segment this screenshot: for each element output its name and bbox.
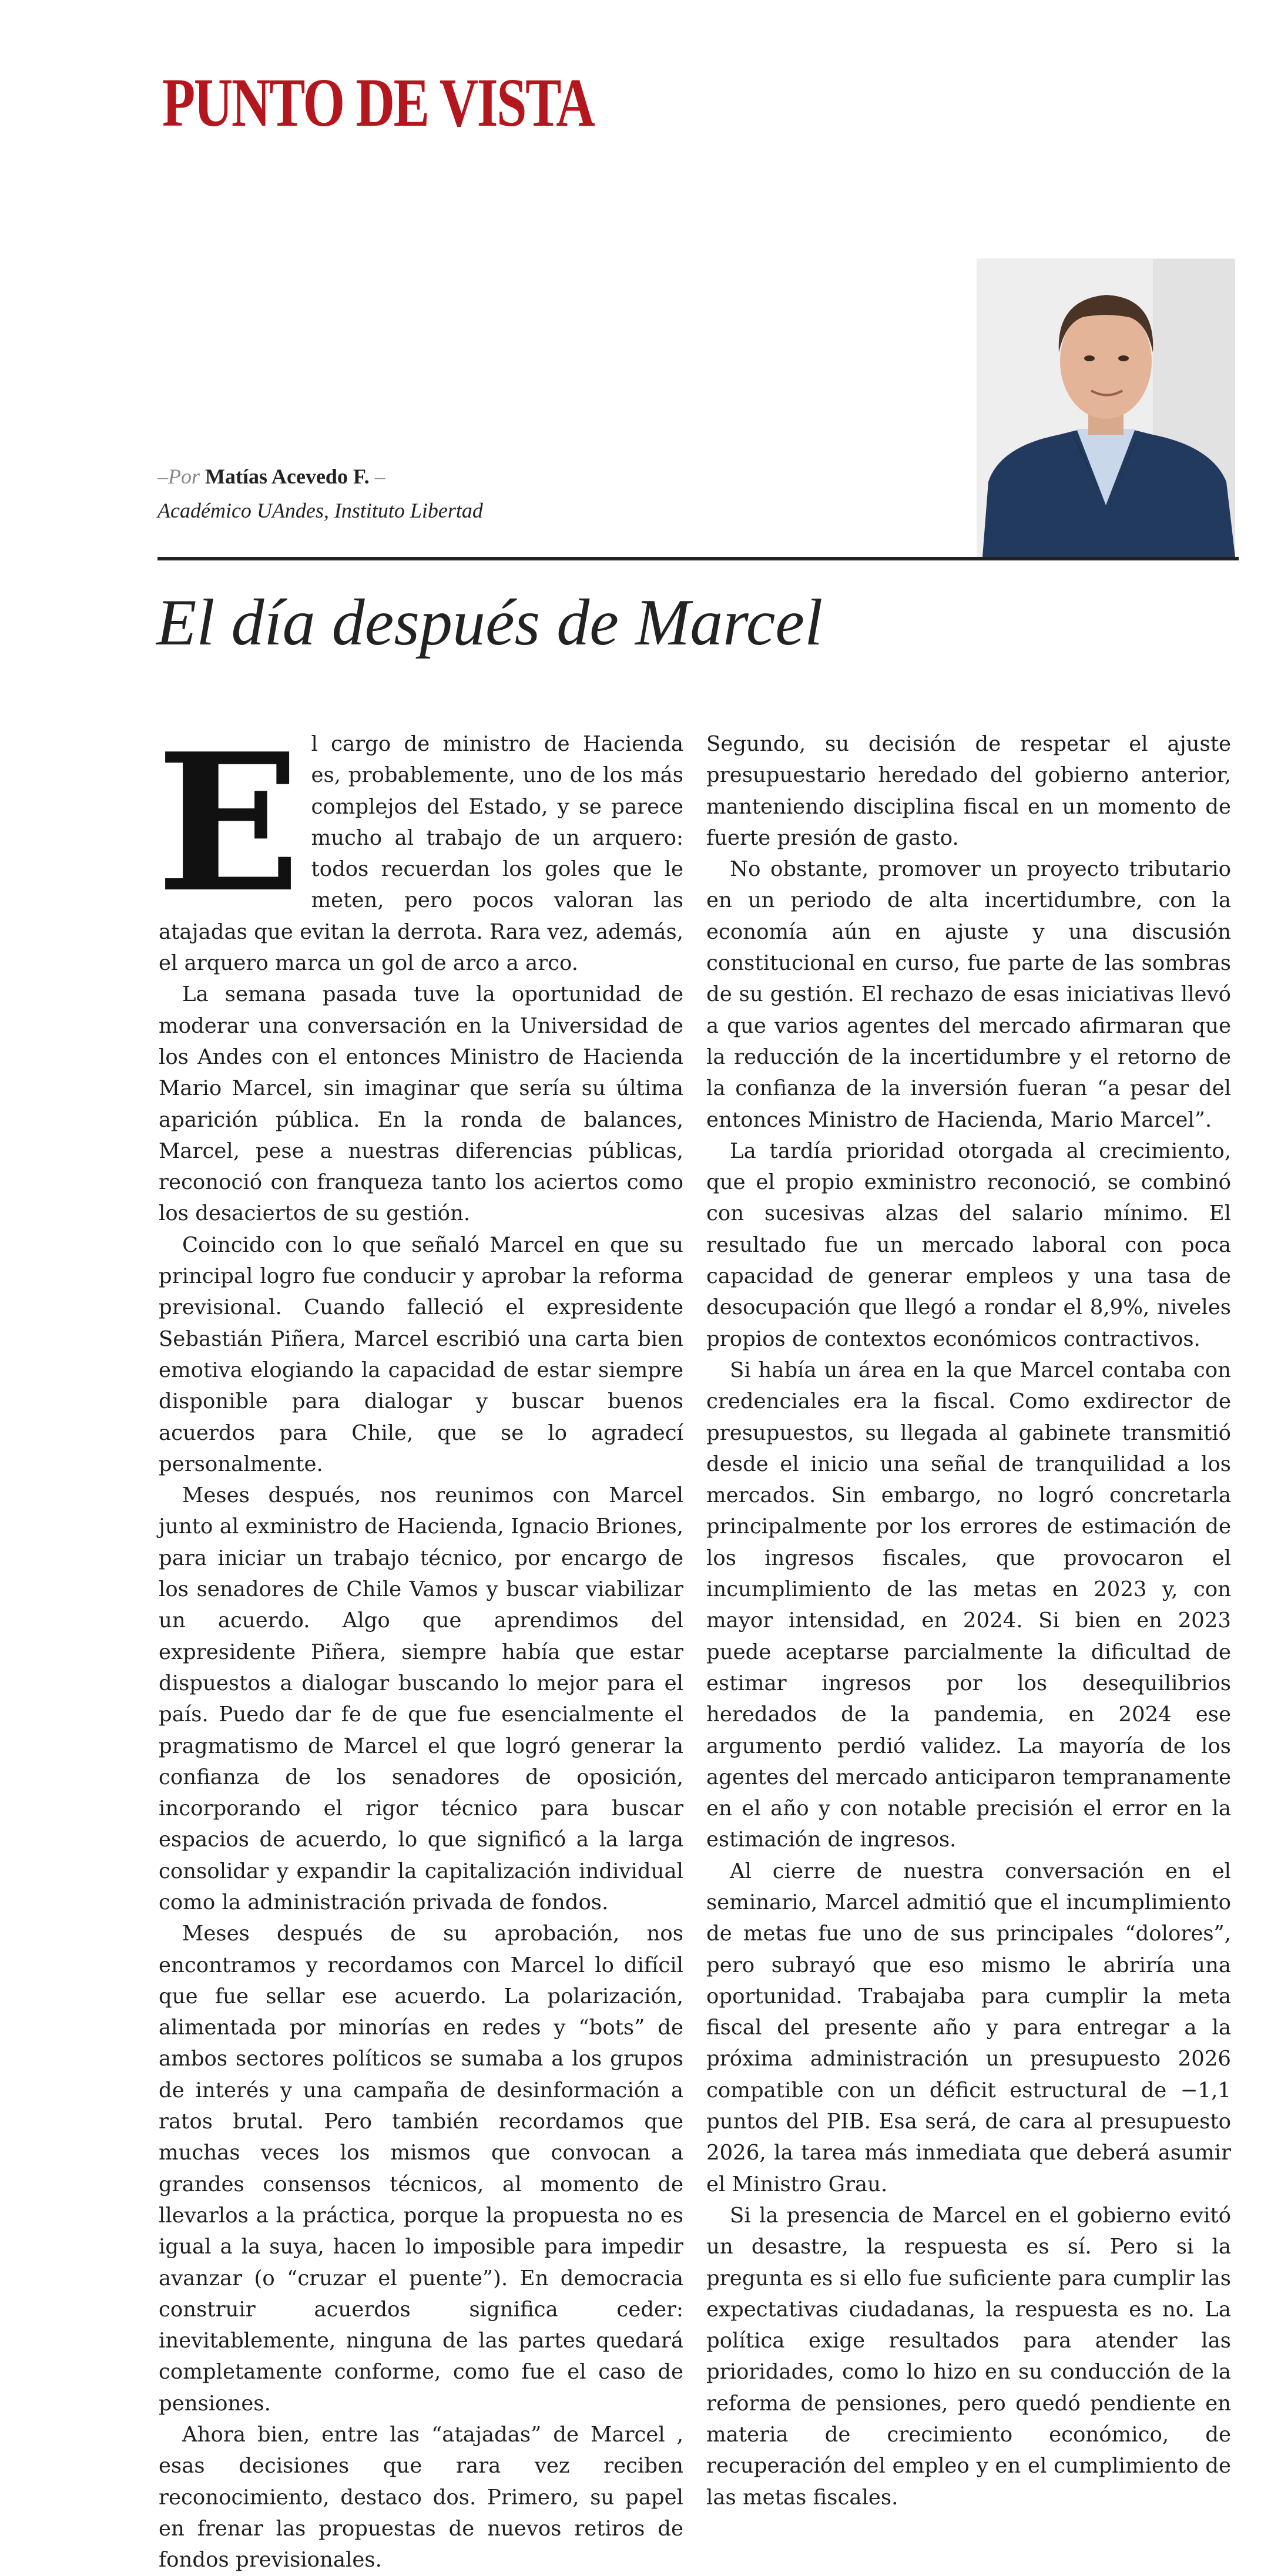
author-photo <box>977 258 1235 557</box>
byline-por: Por <box>168 465 200 488</box>
paragraph: Al cierre de nuestra conversación en el seminario, Marcel admitió que el incumplimiento de metas fue uno de sus principales “dolores”, pero subrayó que eso mismo le abriría una oportunidad. Trabajaba para cumplir la meta fiscal del presente año y para entregar a la próxima administración un presupuesto 2026 compatible con un déficit estructural de −1,1 puntos del PIB. Esa será, de cara al presupuesto 2026, la tarea más inmediata que deberá asumir el Ministro Grau. <box>706 1859 1231 2197</box>
headline: El día después de Marcel <box>156 586 823 659</box>
section-title: PUNTO DE VISTA <box>162 64 594 141</box>
paragraph: No obstante, promover un proyecto tributario en un periodo de alta incertidumbre, con la economía aún en ajuste y una discusión constitucional en curso, fue parte de las sombras de su gestión. El rechazo de esas iniciativas llevó a que varios agentes del mercado afirmaran que la reducción de la incertidumbre y el retorno de la confianza de la inversión fueran “a pesar del entonces Ministro de Hacienda, Mario Marcel”. <box>706 857 1231 1132</box>
paragraph: Si había un área en la que Marcel contaba con credenciales era la fiscal. Como exdirector de presupuestos, su llegada al gabinete transmitió desde el inicio una señal de tranquilidad a los mercados. Sin embargo, no logró concretarla principalmente por los errores de estimación de los ingresos fiscales, que provocaron el incumplimiento de las metas en 2023 y, con mayor intensidad, en 2024. Si bien en 2023 puede aceptarse parcialmente la dificultad de estimar ingresos por los desequilibrios heredados de la pandemia, en 2024 ese argumento perdió validez. La mayoría de los agentes del mercado anticiparon tempranamente en el año y con notable precisión el error en la estimación de ingresos. <box>706 1358 1231 1852</box>
author-portrait <box>977 258 1235 557</box>
drop-cap: E <box>156 712 301 934</box>
author-affiliation: Académico UAndes, Instituto Libertad <box>157 499 483 522</box>
header-rule <box>157 557 1239 560</box>
column-2 <box>706 728 1231 2513</box>
paragraph: Coincido con lo que señaló Marcel en que su principal logro fue conducir y aprobar la reforma previsional. Cuando falleció el expresidente Sebastián Piñera, Marcel escribió una carta bien emotiva elogiando la capacidad de estar siempre disponible para dialogar y buscar buenos acuerdos para Chile, que se lo agradecí personalmente. <box>159 1232 683 1476</box>
author-name: Matías Acevedo F. <box>205 465 370 488</box>
paragraph: La semana pasada tuve la oportunidad de moderar una conversación en la Universidad de los Andes con el entonces Ministro de Hacienda Mario Marcel, sin imaginar que sería su última aparición pública. En la ronda de balances, Marcel, pese a nuestras diferencias públicas, reconoció con franqueza tanto los aciertos como los desaciertos de su gestión. <box>159 982 683 1226</box>
paragraph: Segundo, su decisión de respetar el ajuste presupuestario heredado del gobierno anterior, manteniendo disciplina fiscal en un momento de fuerte presión de gasto. <box>706 732 1231 850</box>
paragraph: El cargo de ministro de Hacienda es, probablemente, uno de los más complejos del Estado, y se parece mucho al trabajo de un arquero: todos recuerdan los goles que le meten, pero pocos valoran las atajadas que evitan la derrota. Rara vez, además, el arquero marca un gol de arco a arco. <box>156 712 683 976</box>
paragraph: Ahora bien, entre las “atajadas” de Marcel , esas decisiones que rara vez reciben reconocimiento, destaco dos. Primero, su papel en frenar las propuestas de nuevos retiros de fondos previsionales. <box>159 2423 683 2572</box>
byline <box>157 459 483 528</box>
paragraph: La tardía prioridad otorgada al crecimiento, que el propio exministro reconoció, se combinó con sucesivas alzas del salario mínimo. El resultado fue un mercado laboral con poca capacidad de generar empleos y una tasa de desocupación que llegó a rondar el 8,9%, niveles propios de contextos económicos contractivos. <box>706 1138 1231 1351</box>
column-1 <box>156 712 683 2576</box>
byline-author-line: –Por Matías Acevedo F. – <box>157 465 385 488</box>
paragraph: Si la presencia de Marcel en el gobierno evitó un desastre, la respuesta es sí. Pero si la pregunta es si ello fue suficiente para cumplir las expectativas ciudadanas, la respuesta es no. La política exige resultados para atender las prioridades, como lo hizo en su conducción de la reforma de pensiones, pero quedó pendiente en materia de crecimiento económico, de recuperación del empleo y en el cumplimiento de las metas fiscales. <box>706 2203 1231 2510</box>
paragraph: Meses después de su aprobación, nos encontramos y recordamos con Marcel lo difícil que fue sellar ese acuerdo. La polarización, alimentada por minorías en redes y “bots” de ambos sectores políticos se sumaba a los grupos de interés y una campaña de desinformación a ratos brutal. Pero también recordamos que muchas veces los mismos que convocan a grandes consensos técnicos, al momento de llevarlos a la práctica, porque la propuesta no es igual a la suya, hacen lo imposible para impedir avanzar (o “cruzar el puente”). En democracia construir acuerdos significa ceder: inevitablemente, ninguna de las partes quedará completamente conforme, como fue el caso de pensiones. <box>159 1922 683 2416</box>
paragraph: Meses después, nos reunimos con Marcel junto al exministro de Hacienda, Ignacio Briones, para iniciar un trabajo técnico, por encargo de los senadores de Chile Vamos y buscar viabilizar un acuerdo. Algo que aprendimos del expresidente Piñera, siempre había que estar dispuestos a dialogar buscando lo mejor para el país. Puedo dar fe de que fue esencialmente el pragmatismo de Marcel el que logró generar la confianza de los senadores de oposición, incorporando el rigor técnico para buscar espacios de acuerdo, lo que significó a la larga consolidar y expandir la capitalización individual como la administración privada de fondos. <box>159 1483 683 1915</box>
